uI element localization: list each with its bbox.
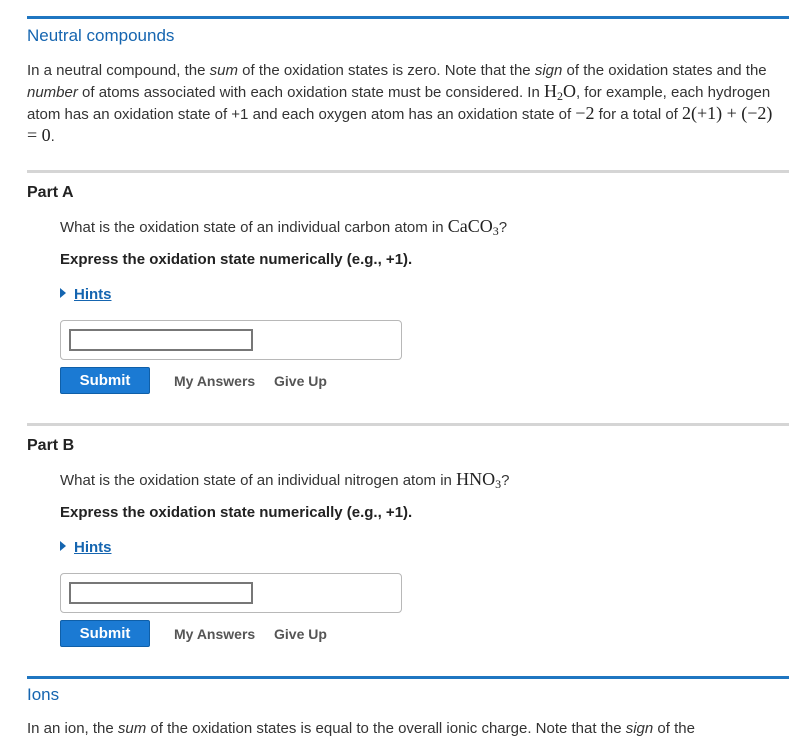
part-b-give-up-link[interactable]: Give Up xyxy=(274,626,327,642)
part-a-hints-toggle[interactable]: Hints xyxy=(60,286,112,303)
total-expression: 2(+1) + (−2) = 0 xyxy=(27,103,773,145)
part-a-question: What is the oxidation state of an individual carbon atom in CaCO$_3$? xyxy=(60,216,508,238)
part-b-instruction: Express the oxidation state numerically (e.g., +1). xyxy=(60,504,413,521)
minus-two: −2 xyxy=(575,103,595,123)
triangle-right-icon xyxy=(60,288,66,298)
section-top-bar xyxy=(27,16,789,19)
neutral-intro-paragraph: In a neutral compound, the sum of the oxidation states is zero. Note that the sign of the oxidation states and the number of atoms associated with each oxidation state must be considered. In $H_2O$, for example, each hydrogen atom has an oxidation state of +1 and each oxygen atom has an oxidation state of −2 for a total of 2(+1) + (−2) = 0. xyxy=(27,62,773,145)
part-a-answer-box xyxy=(60,320,402,360)
formula-hno3: $HNO_3$ xyxy=(456,469,502,491)
emphasis-sign: sign xyxy=(625,720,654,737)
part-b-divider xyxy=(27,423,789,426)
emphasis-sum: sum xyxy=(209,62,238,79)
part-a-answer-input[interactable] xyxy=(69,329,253,351)
part-b-submit-button[interactable]: Submit xyxy=(60,620,150,647)
formula-caco3: CaCO$_3$ xyxy=(447,216,499,238)
formula-h2o: $H_2O$ xyxy=(543,81,576,103)
part-a-my-answers-link[interactable]: My Answers xyxy=(174,373,256,389)
emphasis-sum: sum xyxy=(117,720,147,737)
ions-title: Ions xyxy=(27,685,60,704)
part-a-give-up-link[interactable]: Give Up xyxy=(274,373,327,389)
part-b-question: What is the oxidation state of an individual nitrogen atom in $HNO_3$? xyxy=(60,469,510,491)
emphasis-number: number xyxy=(27,84,78,101)
part-b-title: Part B xyxy=(27,437,75,454)
part-b-my-answers-link[interactable]: My Answers xyxy=(174,626,256,642)
part-b-answer-input[interactable] xyxy=(69,582,253,604)
part-a-instruction: Express the oxidation state numerically (e.g., +1). xyxy=(60,251,413,268)
part-b-hints-toggle[interactable]: Hints xyxy=(60,539,112,556)
part-a-title: Part A xyxy=(27,184,74,201)
part-a-submit-button[interactable]: Submit xyxy=(60,367,150,394)
neutral-compounds-title: Neutral compounds xyxy=(27,26,175,45)
ions-intro-paragraph: In an ion, the sum of the oxidation states is equal to the overall ionic charge. Note that the sign of the xyxy=(27,720,695,737)
emphasis-sign: sign xyxy=(534,62,563,79)
part-b-answer-box xyxy=(60,573,402,613)
triangle-right-icon xyxy=(60,541,66,551)
part-a-divider xyxy=(27,170,789,173)
ions-section-bar xyxy=(27,676,789,679)
